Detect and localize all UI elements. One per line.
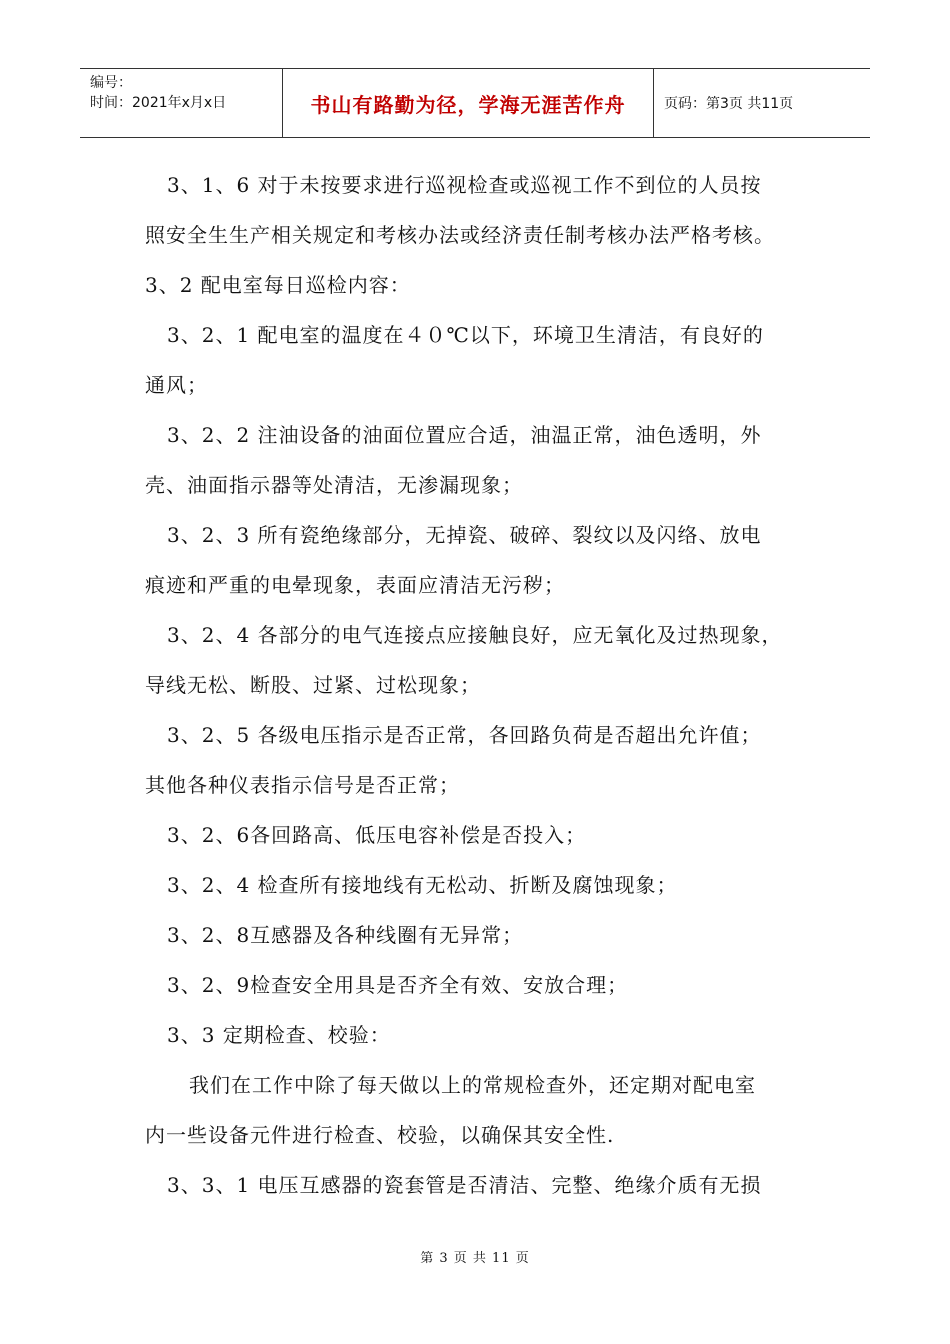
- body-line: 其他各种仪表指示信号是否正常；: [145, 773, 460, 797]
- header-table: [80, 68, 870, 138]
- body-line: 3、2、8互感器及各种线圈有无异常；: [167, 923, 524, 947]
- page-footer: 第 3 页 共 11 页: [420, 1251, 530, 1266]
- body-line: 导线无松、断股、过紧、过松现象；: [145, 673, 481, 697]
- body-line: 3、2、3 所有瓷绝缘部分，无掉瓷、破碎、裂纹以及闪络、放电: [167, 523, 762, 547]
- document-number-label: 编号：: [90, 75, 132, 91]
- document-date: 时间：2021年x月x日: [90, 95, 227, 111]
- body-line: 痕迹和严重的电晕现象，表面应清洁无污秽；: [145, 573, 565, 597]
- body-line: 3、2、5 各级电压指示是否正常，各回路负荷是否超出允许值；: [167, 723, 762, 747]
- body-line: 3、2、4 各部分的电气连接点应接触良好，应无氧化及过热现象，: [167, 623, 783, 647]
- section-heading: 3、3 定期检查、校验：: [167, 1023, 391, 1047]
- body-line: 3、1、6 对于未按要求进行巡视检查或巡视工作不到位的人员按: [167, 173, 762, 197]
- header-meta-cell: [80, 69, 283, 137]
- body-line: 3、2、4 检查所有接地线有无松动、折断及腐蚀现象；: [167, 873, 678, 897]
- body-line: 通风；: [145, 373, 208, 397]
- body-line: 3、2、6各回路高、低压电容补偿是否投入；: [167, 823, 587, 847]
- body-line: 照安全生生产相关规定和考核办法或经济责任制考核办法严格考核。: [145, 223, 775, 247]
- body-line: 3、2、1 配电室的温度在４０℃以下，环境卫生清洁，有良好的: [167, 323, 764, 347]
- body-line: 内一些设备元件进行检查、校验，以确保其安全性.: [145, 1123, 615, 1147]
- body-line: 3、2、9检查安全用具是否齐全有效、安放合理；: [167, 973, 629, 997]
- body-line: 3、2、2 注油设备的油面位置应合适，油温正常，油色透明，外: [167, 423, 762, 447]
- document-body: [145, 160, 825, 1210]
- header-page-info: 页码：第3页 共11页: [664, 96, 794, 112]
- body-line: 3、3、1 电压互感器的瓷套管是否清洁、完整、绝缘介质有无损: [167, 1173, 762, 1197]
- body-line: 壳、油面指示器等处清洁，无渗漏现象；: [145, 473, 523, 497]
- header-motto: 书山有路勤为径，学海无涯苦作舟: [283, 69, 654, 137]
- body-line: 我们在工作中除了每天做以上的常规检查外，还定期对配电室: [189, 1073, 756, 1097]
- section-heading: 3、2 配电室每日巡检内容：: [145, 273, 411, 297]
